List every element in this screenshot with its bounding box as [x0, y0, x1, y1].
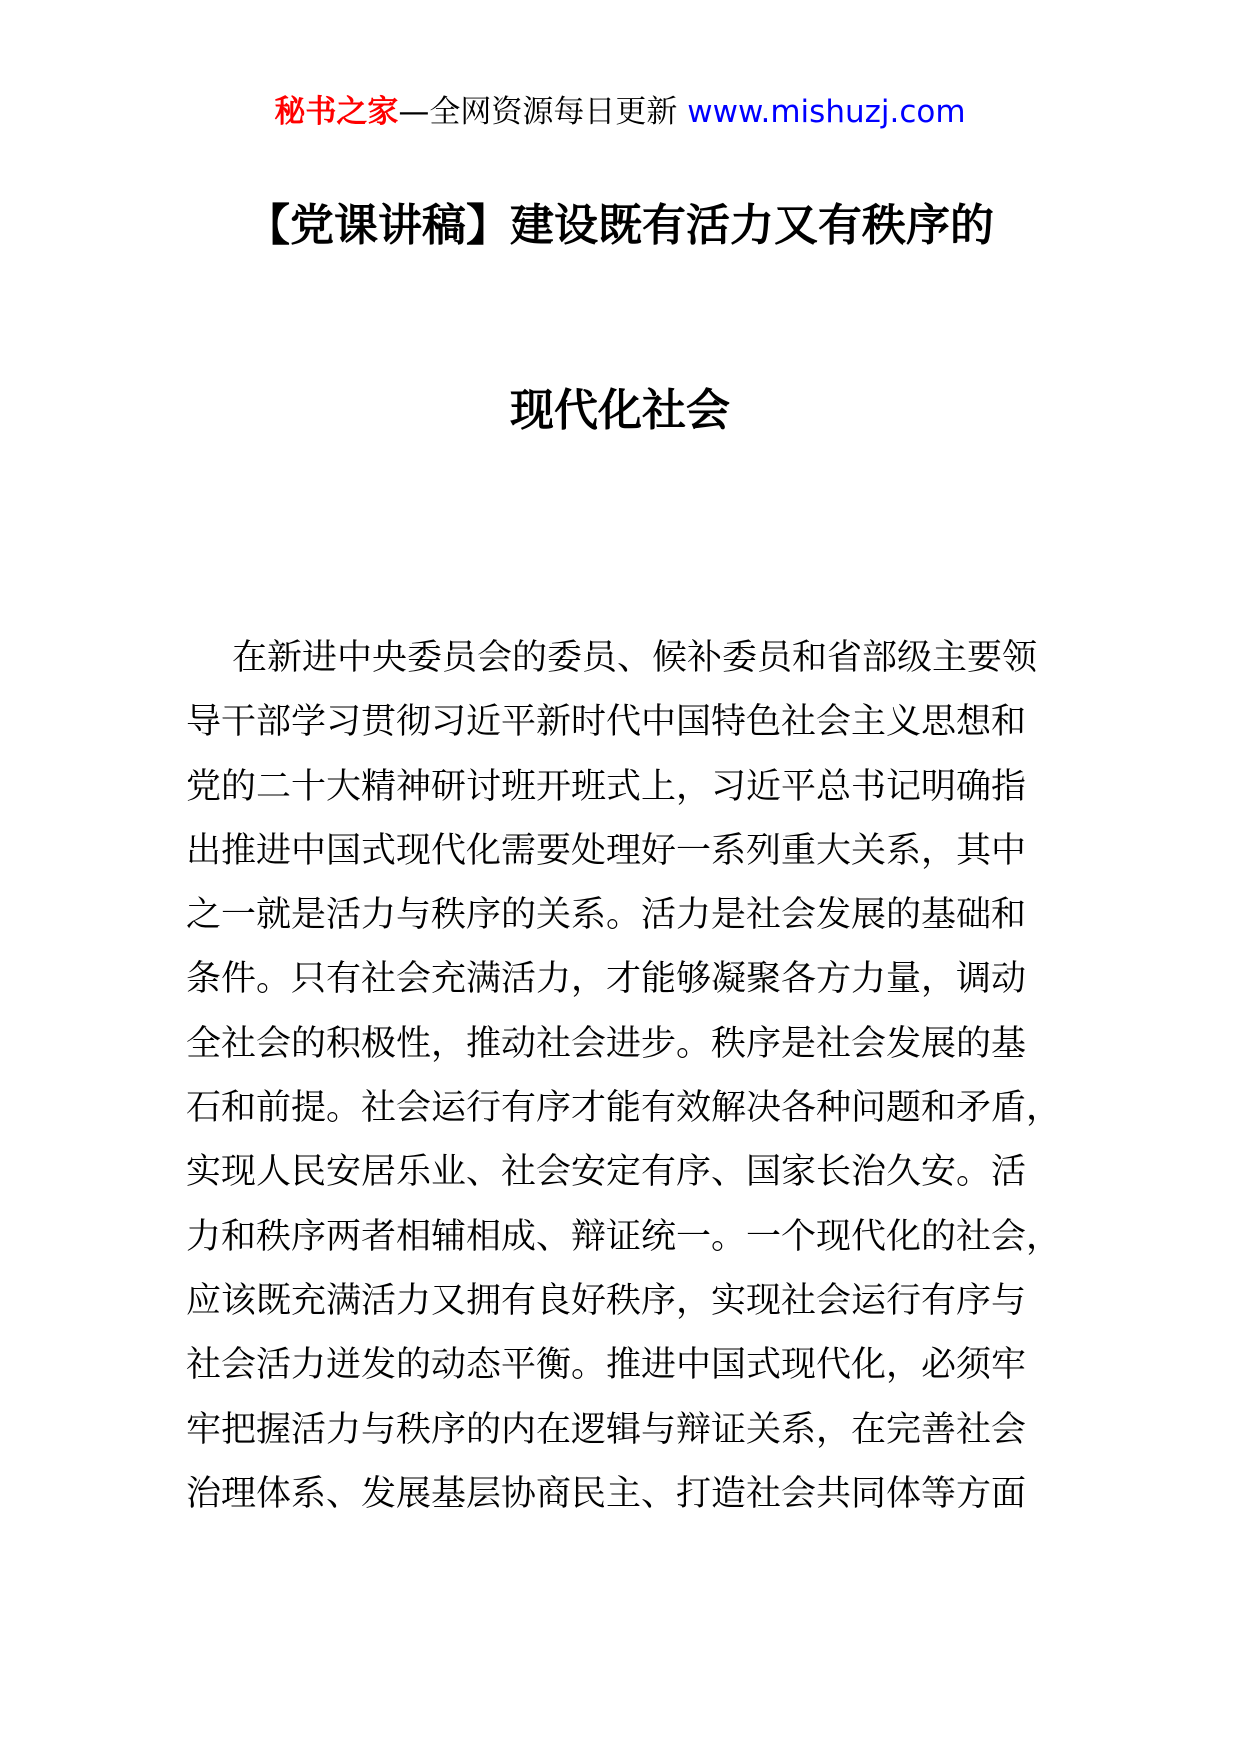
- body-line: 实现人民安居乐业、社会安定有序、国家长治久安。活: [186, 1152, 1027, 1193]
- body-line: 条件。只有社会充满活力，才能够凝聚各方力量，调动: [186, 959, 1027, 1000]
- body-line: 治理体系、发展基层协商民主、打造社会共同体等方面: [186, 1473, 1027, 1514]
- body-line: 党的二十大精神研讨班开班式上，习近平总书记明确指: [186, 766, 1027, 807]
- body-line: 之一就是活力与秩序的关系。活力是社会发展的基础和: [186, 895, 1027, 936]
- body-line: 应该既充满活力又拥有良好秩序，实现社会运行有序与: [186, 1280, 1027, 1321]
- body-line: 牢把握活力与秩序的内在逻辑与辩证关系，在完善社会: [186, 1409, 1027, 1450]
- body-line: 社会活力迸发的动态平衡。推进中国式现代化，必须牢: [186, 1345, 1027, 1386]
- site-url-link[interactable]: www.mishuzj.com: [687, 94, 966, 130]
- body-line: 导干部学习贯彻习近平新时代中国特色社会主义思想和: [186, 702, 1027, 743]
- site-brand: 秘书之家: [274, 94, 399, 130]
- body-line: 石和前提。社会运行有序才能有效解决各种问题和矛盾，: [186, 1088, 1062, 1129]
- body-line: 在新进中央委员会的委员、候补委员和省部级主要领: [232, 638, 1038, 678]
- body-line: 全社会的积极性，推动社会进步。秩序是社会发展的基: [186, 1023, 1027, 1064]
- body-line: 出推进中国式现代化需要处理好一系列重大关系，其中: [186, 830, 1027, 871]
- body-line: 力和秩序两者相辅相成、辩证统一。一个现代化的社会，: [186, 1216, 1062, 1257]
- body-paragraph: [186, 626, 1086, 1526]
- document-title-line-2: 现代化社会: [510, 385, 730, 436]
- site-tagline: —全网资源每日更新: [398, 94, 688, 130]
- site-header: [0, 92, 1240, 132]
- document-title-line-1: 【党课讲稿】建设既有活力又有秩序的: [246, 200, 994, 251]
